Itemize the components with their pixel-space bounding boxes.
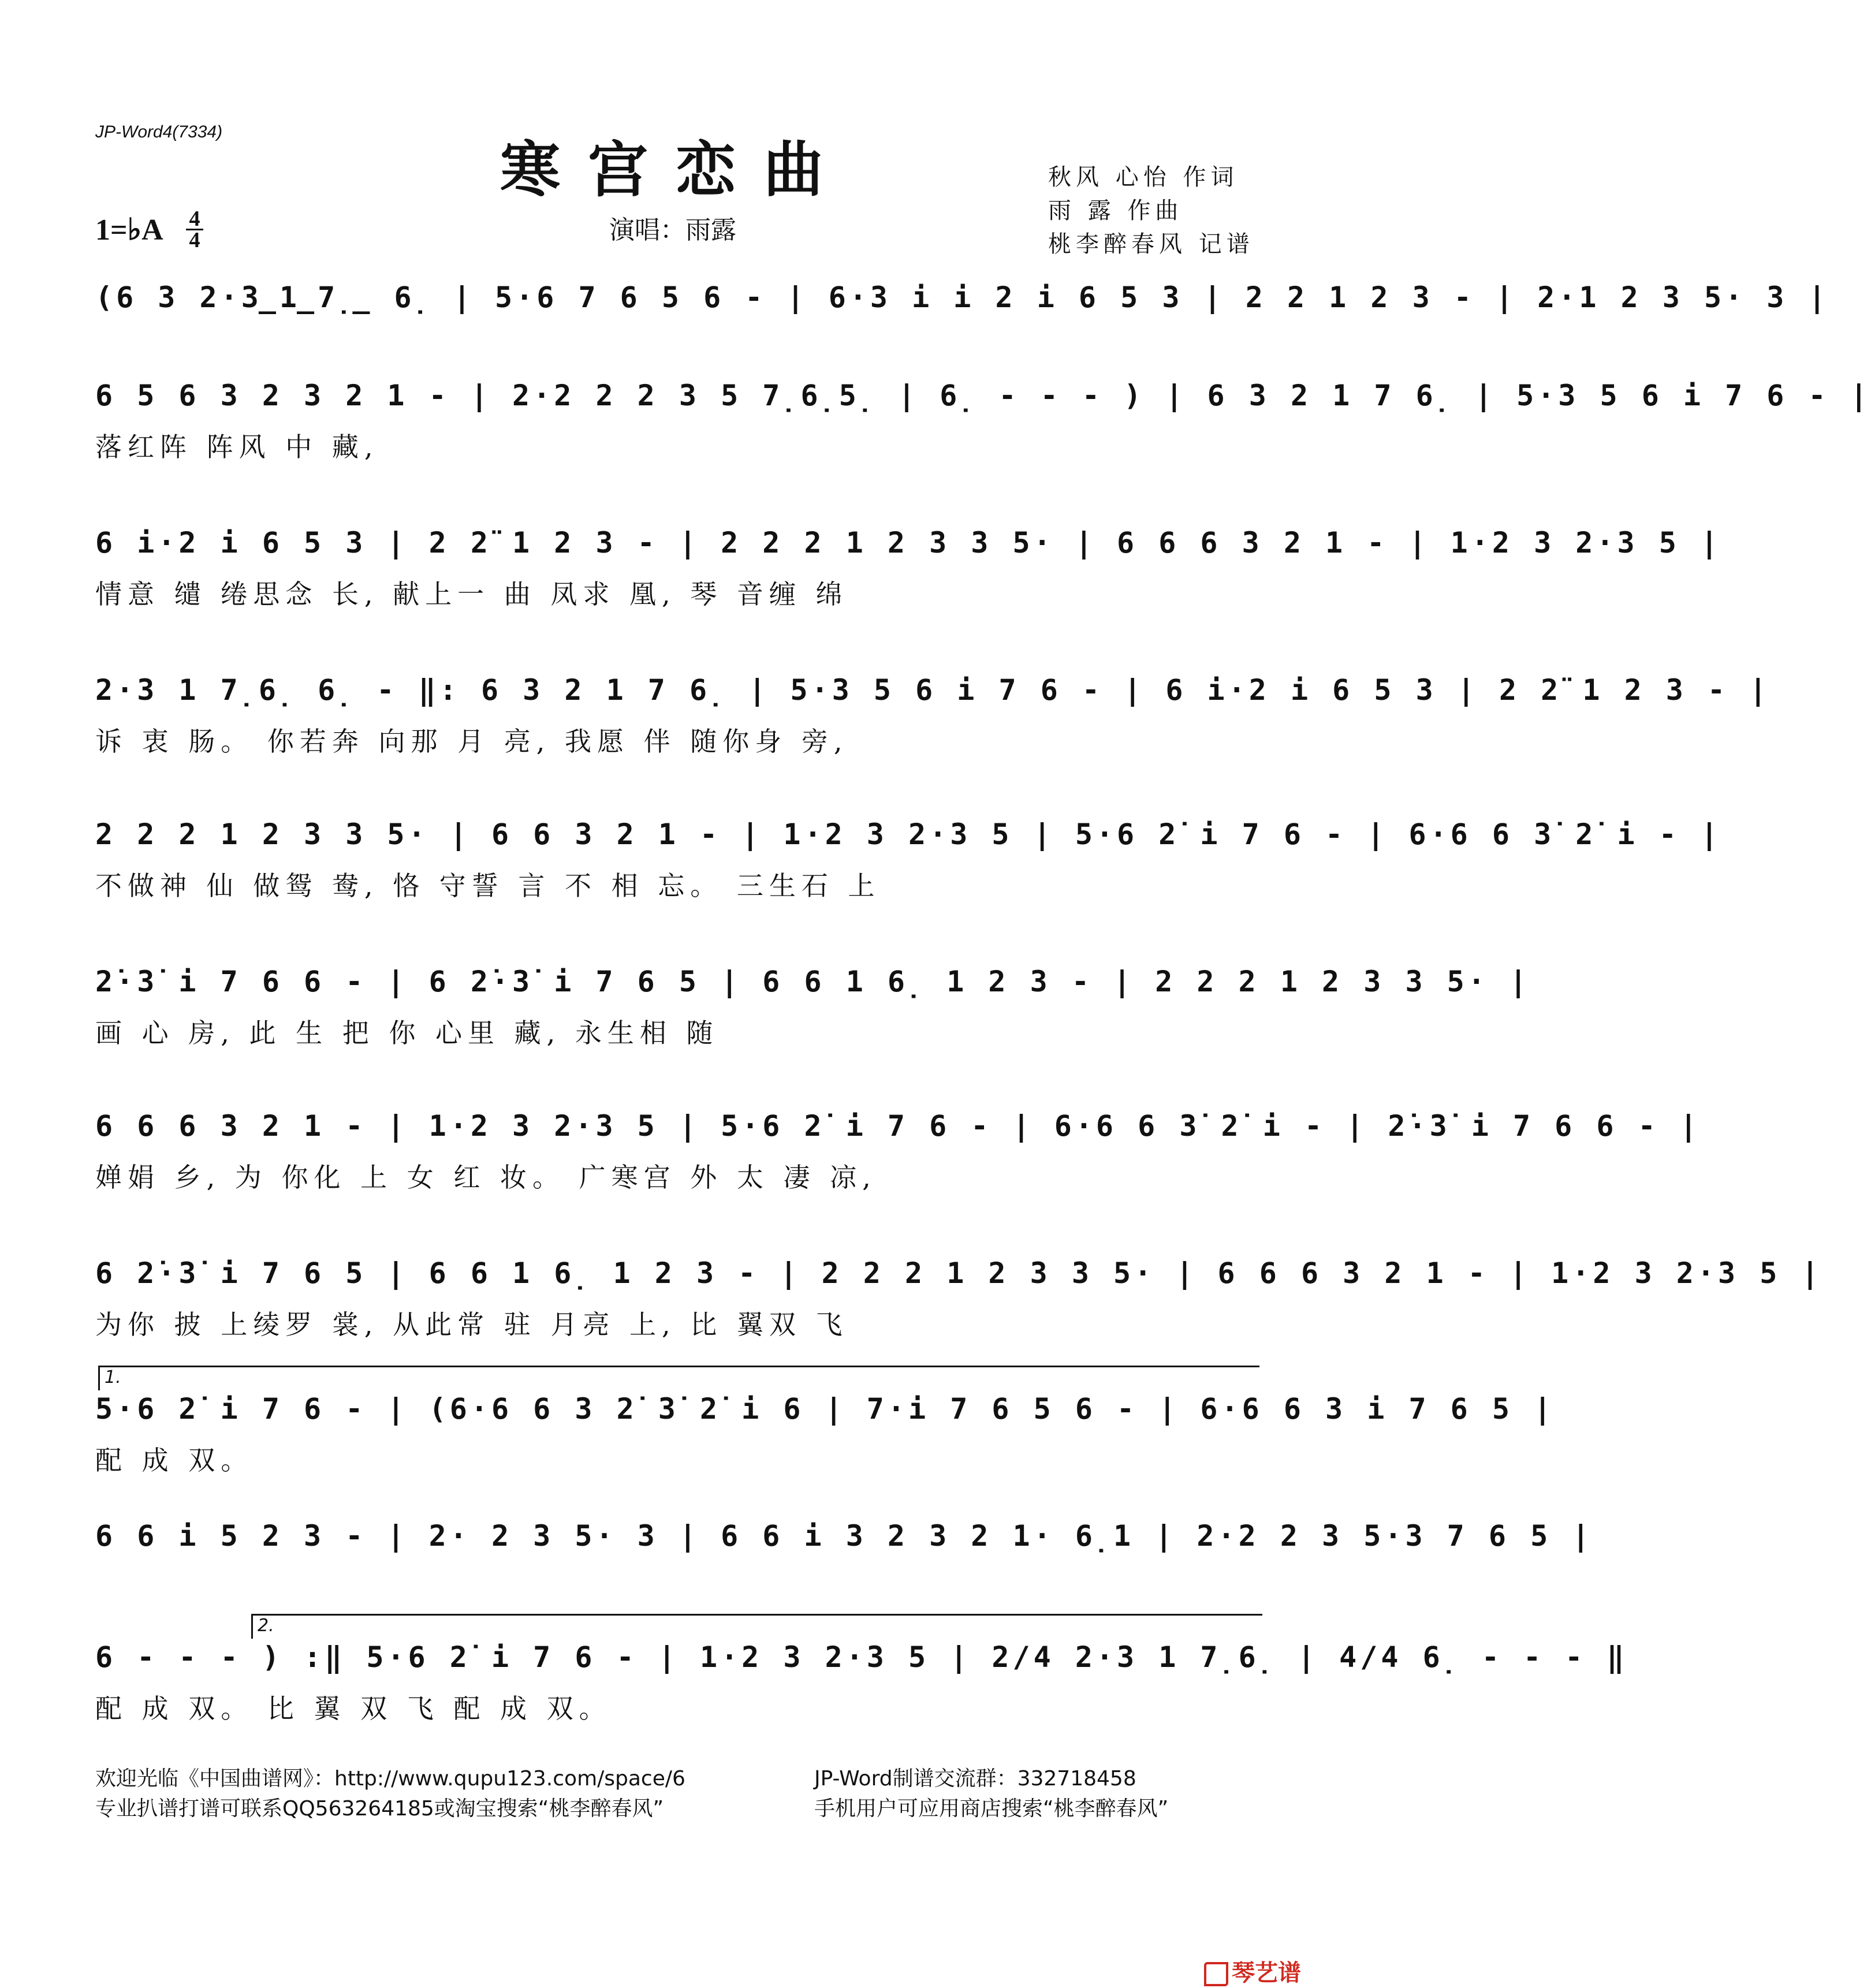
time-numerator: 4 [189, 207, 200, 231]
time-signature [186, 209, 203, 250]
song-title: 寒宫恋曲 [500, 134, 851, 205]
brand-icon [1204, 1962, 1228, 1986]
footer-left [95, 1764, 685, 1824]
brand-name: 琴艺谱 [1232, 1960, 1301, 1986]
lyric-line: 婵娟 乡, 为 你化 上 女 红 妆。 广寒宫 外 太 凄 凉, [95, 1162, 877, 1193]
notation-line: 6 6 i 5 2 3 - | 2· 2 3 5· 3 | 6 6 i 3 2 3 2 1· 6̣1 | 2·2 2 3 5·3 7 6 5 | [95, 1519, 1593, 1553]
lyric-line: 落红阵 阵风 中 藏, [95, 431, 379, 463]
notation-line: 5·6 2̇ i 7 6 - | (6·6 6 3 2̇ 3̇ 2̇ i 6 | 7·i 7 6 5 6 - | 6·6 6 3 i 7 6 5 | [95, 1392, 1555, 1426]
lyric-line: 情意 缱 绻思念 长, 献上一 曲 凤求 凰, 琴 音缠 绵 [95, 579, 848, 610]
lyric-line: 画 心 房, 此 生 把 你 心里 藏, 永生相 随 [95, 1017, 719, 1049]
lyric-line: 诉 衷 肠。 你若奔 向那 月 亮, 我愿 伴 随你身 旁, [95, 726, 848, 757]
notation-line: 2̇·3̇ i 7 6 6 - | 6 2̇·3̇ i 7 6 5 | 6 6 1 6̣ 1 2 3 - | 2 2 2 1 2 3 3 5· | [95, 965, 1531, 998]
credits [1048, 161, 1254, 261]
notation-line: 2 2 2 1 2 3 3 5· | 6 6 3 2 1 - | 1·2 3 2·3 5 | 5·6 2̇ i 7 6 - | 6·6 6 3̇ 2̇ i - | [95, 818, 1721, 851]
transcriber-credit: 桃李醉春风 记谱 [1048, 231, 1254, 258]
notation-line: 6 - - - ) :‖ 5·6 2̇ i 7 6 - | 1·2 3 2·3 5 | 2/4 2·3 1 7̣6̣ | 4/4 6̣ - - - ‖ [95, 1640, 1628, 1674]
footer-group: JP-Word制谱交流群：332718458 [814, 1767, 1136, 1791]
lyric-line: 不做神 仙 做鸳 鸯, 恪 守誓 言 不 相 忘。 三生石 上 [95, 870, 881, 901]
footer-contact: 专业扒谱打谱可联系QQ563264185或淘宝搜索“桃李醉春风” [95, 1797, 664, 1821]
brand-logo [1204, 1955, 1301, 1987]
notation-line: 6 i·2 i 6 5 3 | 2 2̈ 1 2 3 - | 2 2 2 1 2 3 3 5· | 6 6 6 3 2 1 - | 1·2 3 2·3 5 | [95, 526, 1721, 560]
footer-right [814, 1764, 1168, 1824]
footer-site-link[interactable]: 欢迎光临《中国曲谱网》：http://www.qupu123.com/space/6 [95, 1767, 685, 1791]
notation-line: 6 5 6 3 2 3 2 1 - | 2·2 2 2 3 5 7̣6̣5̣ | 6̣ - - - ) | 6 3 2 1 7 6̣ | 5·3 5 6 i 7 6 - | [95, 379, 1871, 412]
volta-bracket: 1. [98, 1366, 1259, 1390]
notation-line: 2·3 1 7̣6̣ 6̣ - ‖: 6 3 2 1 7 6̣ | 5·3 5 6 i 7 6 - | 6 i·2 i 6 5 3 | 2 2̈ 1 2 3 - | [95, 673, 1771, 707]
notation-line: 6 2̇·3̇ i 7 6 5 | 6 6 1 6̣ 1 2 3 - | 2 2 2 1 2 3 3 5· | 6 6 6 3 2 1 - | 1·2 3 2·3 5 | [95, 1256, 1822, 1290]
footer-app: 手机用户可应用商店搜索“桃李醉春风” [814, 1797, 1169, 1821]
lyric-line: 配 成 双。 [95, 1445, 254, 1476]
volta-bracket: 2. [251, 1614, 1262, 1639]
notation-line: (6 3 2·3̲1̲7̣̲ 6̣ | 5·6 7 6 5 6 - | 6·3 i i 2 i 6 5 3 | 2 2 1 2 3 - | 2·1 2 3 5· 3 | [95, 281, 1829, 314]
time-denominator: 4 [189, 228, 200, 252]
lyricist-credit: 秋风 心怡 作词 [1048, 164, 1239, 191]
key-signature: 1=♭A [95, 214, 163, 247]
composer-credit: 雨 露 作曲 [1048, 197, 1183, 224]
notation-line: 6 6 6 3 2 1 - | 1·2 3 2·3 5 | 5·6 2̇ i 7 6 - | 6·6 6 3̇ 2̇ i - | 2̇·3̇ i 7 6 6 - | [95, 1109, 1701, 1143]
lyric-line: 配 成 双。 比 翼 双 飞 配 成 双。 [95, 1693, 612, 1724]
lyric-line: 为你 披 上绫罗 裳, 从此常 驻 月亮 上, 比 翼双 飞 [95, 1309, 848, 1340]
app-tag: JP-Word4(7334) [95, 122, 223, 141]
singer: 演唱：雨露 [609, 215, 736, 245]
